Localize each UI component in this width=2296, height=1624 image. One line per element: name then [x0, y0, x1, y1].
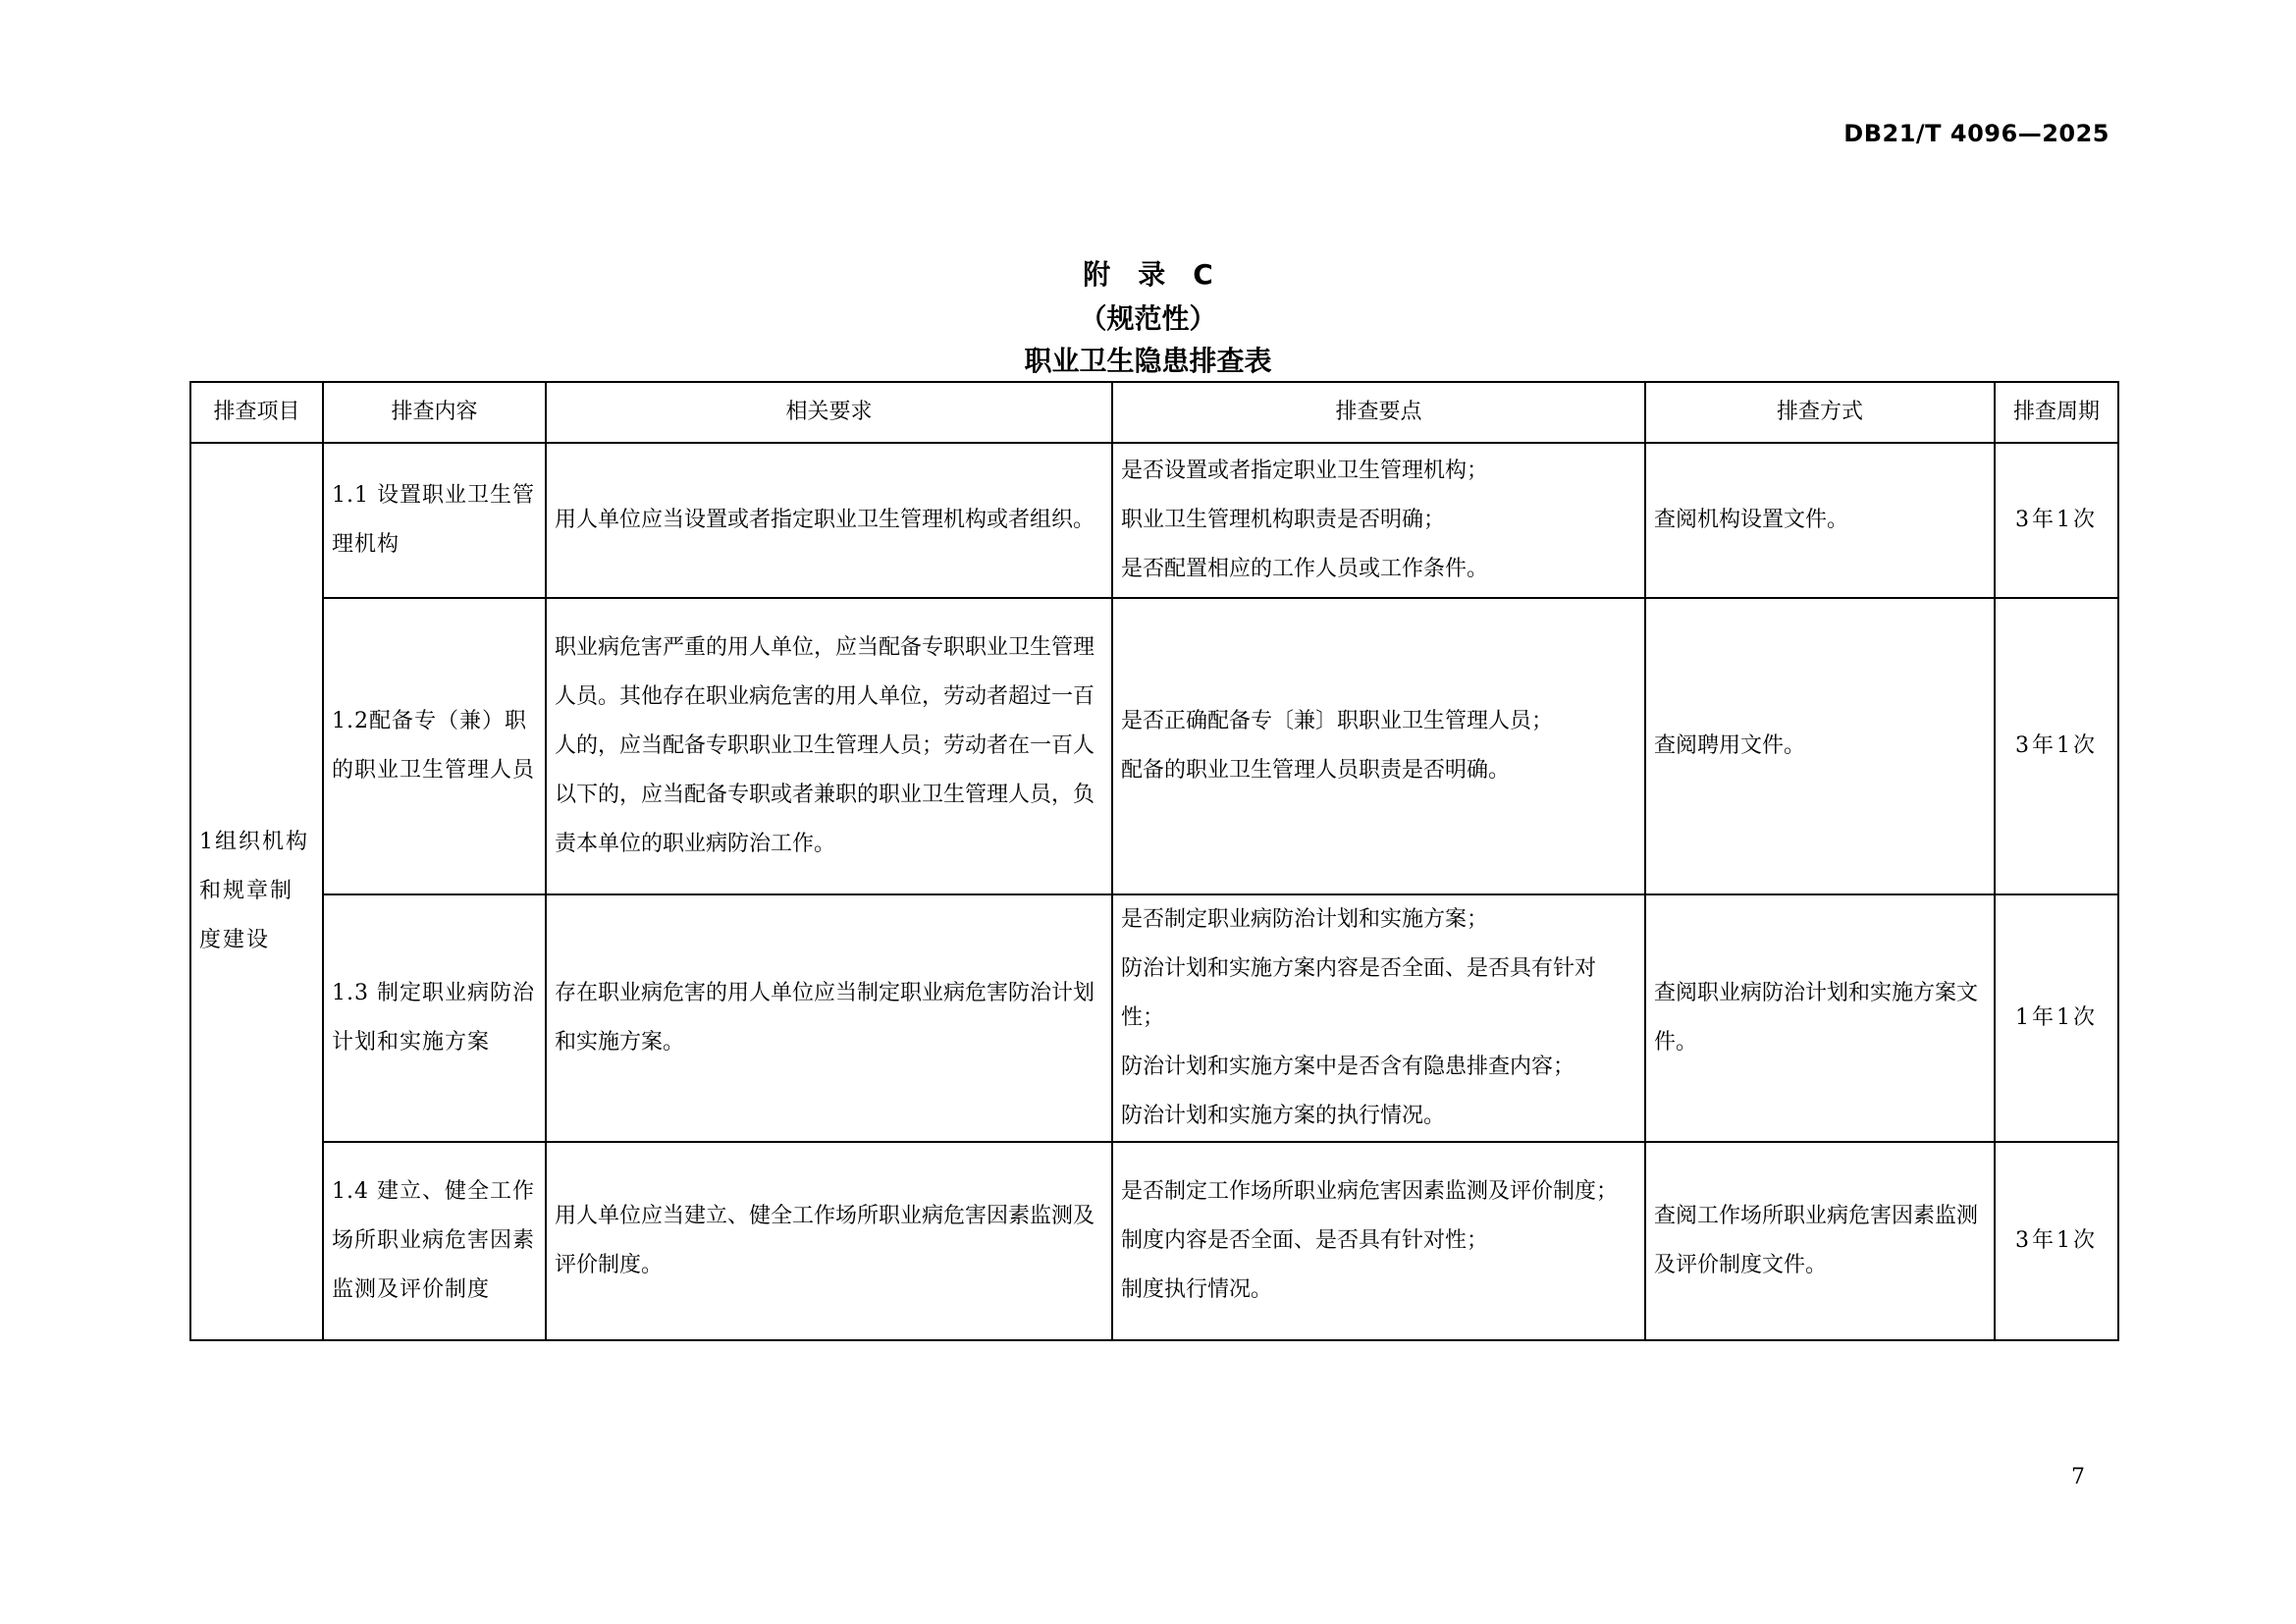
point-line: 是否制定职业病防治计划和实施方案；	[1121, 907, 1489, 932]
column-header-cycle: 排查周期	[1995, 382, 2118, 443]
cycle-cell: 3年1次	[1995, 443, 2118, 598]
requirement-cell: 用人单位应当建立、健全工作场所职业病危害因素监测及评价制度。	[546, 1142, 1112, 1340]
points-cell	[1112, 1142, 1645, 1340]
content-cell: 1.2配备专（兼）职的职业卫生管理人员	[323, 598, 546, 894]
method-cell: 查阅聘用文件。	[1645, 598, 1995, 894]
point-line: 是否配置相应的工作人员或工作条件。	[1121, 557, 1489, 581]
annex-title	[0, 253, 2296, 293]
point-line: 防治计划和实施方案中是否含有隐患排查内容；	[1121, 1055, 1575, 1079]
method-cell: 查阅工作场所职业病危害因素监测及评价制度文件。	[1645, 1142, 1995, 1340]
annex-title-char: 录	[1138, 258, 1166, 291]
column-header-method: 排查方式	[1645, 382, 1995, 443]
annex-title-char: 附	[1083, 258, 1111, 291]
requirement-cell: 职业病危害严重的用人单位，应当配备专职职业卫生管理人员。其他存在职业病危害的用人单位，劳动者超过一百人的，应当配备专职职业卫生管理人员；劳动者在一百人以下的，应当配备专职或者兼职的职业卫生管理人员，负责本单位的职业病防治工作。	[546, 598, 1112, 894]
category-cell: 1组织机构和规章制度建设	[190, 443, 323, 1340]
point-line: 防治计划和实施方案的执行情况。	[1121, 1104, 1446, 1128]
point-line: 是否设置或者指定职业卫生管理机构；	[1121, 459, 1489, 483]
column-header-content: 排查内容	[323, 382, 546, 443]
point-line: 是否正确配备专〔兼〕职职业卫生管理人员；	[1121, 709, 1554, 733]
point-line: 配备的职业卫生管理人员职责是否明确。	[1121, 758, 1511, 783]
content-cell: 1.4 建立、健全工作场所职业病危害因素监测及评价制度	[323, 1142, 546, 1340]
table-row	[190, 1142, 2118, 1340]
table-title: 职业卫生隐患排查表	[1024, 345, 1272, 377]
content-cell: 1.1 设置职业卫生管理机构	[323, 443, 546, 598]
point-line: 防治计划和实施方案内容是否全面、是否具有针对性；	[1121, 956, 1597, 1030]
cycle-cell: 3年1次	[1995, 598, 2118, 894]
table-row	[190, 598, 2118, 894]
table-row	[190, 894, 2118, 1142]
column-header-requirement: 相关要求	[546, 382, 1112, 443]
method-cell: 查阅机构设置文件。	[1645, 443, 1995, 598]
table-header-row	[190, 382, 2118, 443]
points-cell	[1112, 598, 1645, 894]
requirement-cell: 存在职业病危害的用人单位应当制定职业病危害防治计划和实施方案。	[546, 894, 1112, 1142]
document-code: DB21/T 4096—2025	[1843, 120, 2109, 147]
page-number: 7	[2071, 1465, 2085, 1489]
requirement-cell: 用人单位应当设置或者指定职业卫生管理机构或者组织。	[546, 443, 1112, 598]
cycle-cell: 1年1次	[1995, 894, 2118, 1142]
point-line: 制度内容是否全面、是否具有针对性；	[1121, 1228, 1489, 1253]
cycle-cell: 3年1次	[1995, 1142, 2118, 1340]
column-header-item: 排查项目	[190, 382, 323, 443]
content-cell: 1.3 制定职业病防治计划和实施方案	[323, 894, 546, 1142]
method-cell: 查阅职业病防治计划和实施方案文件。	[1645, 894, 1995, 1142]
table-row	[190, 443, 2118, 598]
annex-title-char: C	[1193, 258, 1213, 291]
annex-nature: （规范性）	[1079, 302, 1217, 335]
point-line: 是否制定工作场所职业病危害因素监测及评价制度；	[1121, 1179, 1619, 1204]
hazard-inspection-table	[189, 381, 2119, 1341]
point-line: 职业卫生管理机构职责是否明确；	[1121, 508, 1446, 532]
points-cell	[1112, 443, 1645, 598]
column-header-points: 排查要点	[1112, 382, 1645, 443]
point-line: 制度执行情况。	[1121, 1277, 1273, 1302]
points-cell	[1112, 894, 1645, 1142]
